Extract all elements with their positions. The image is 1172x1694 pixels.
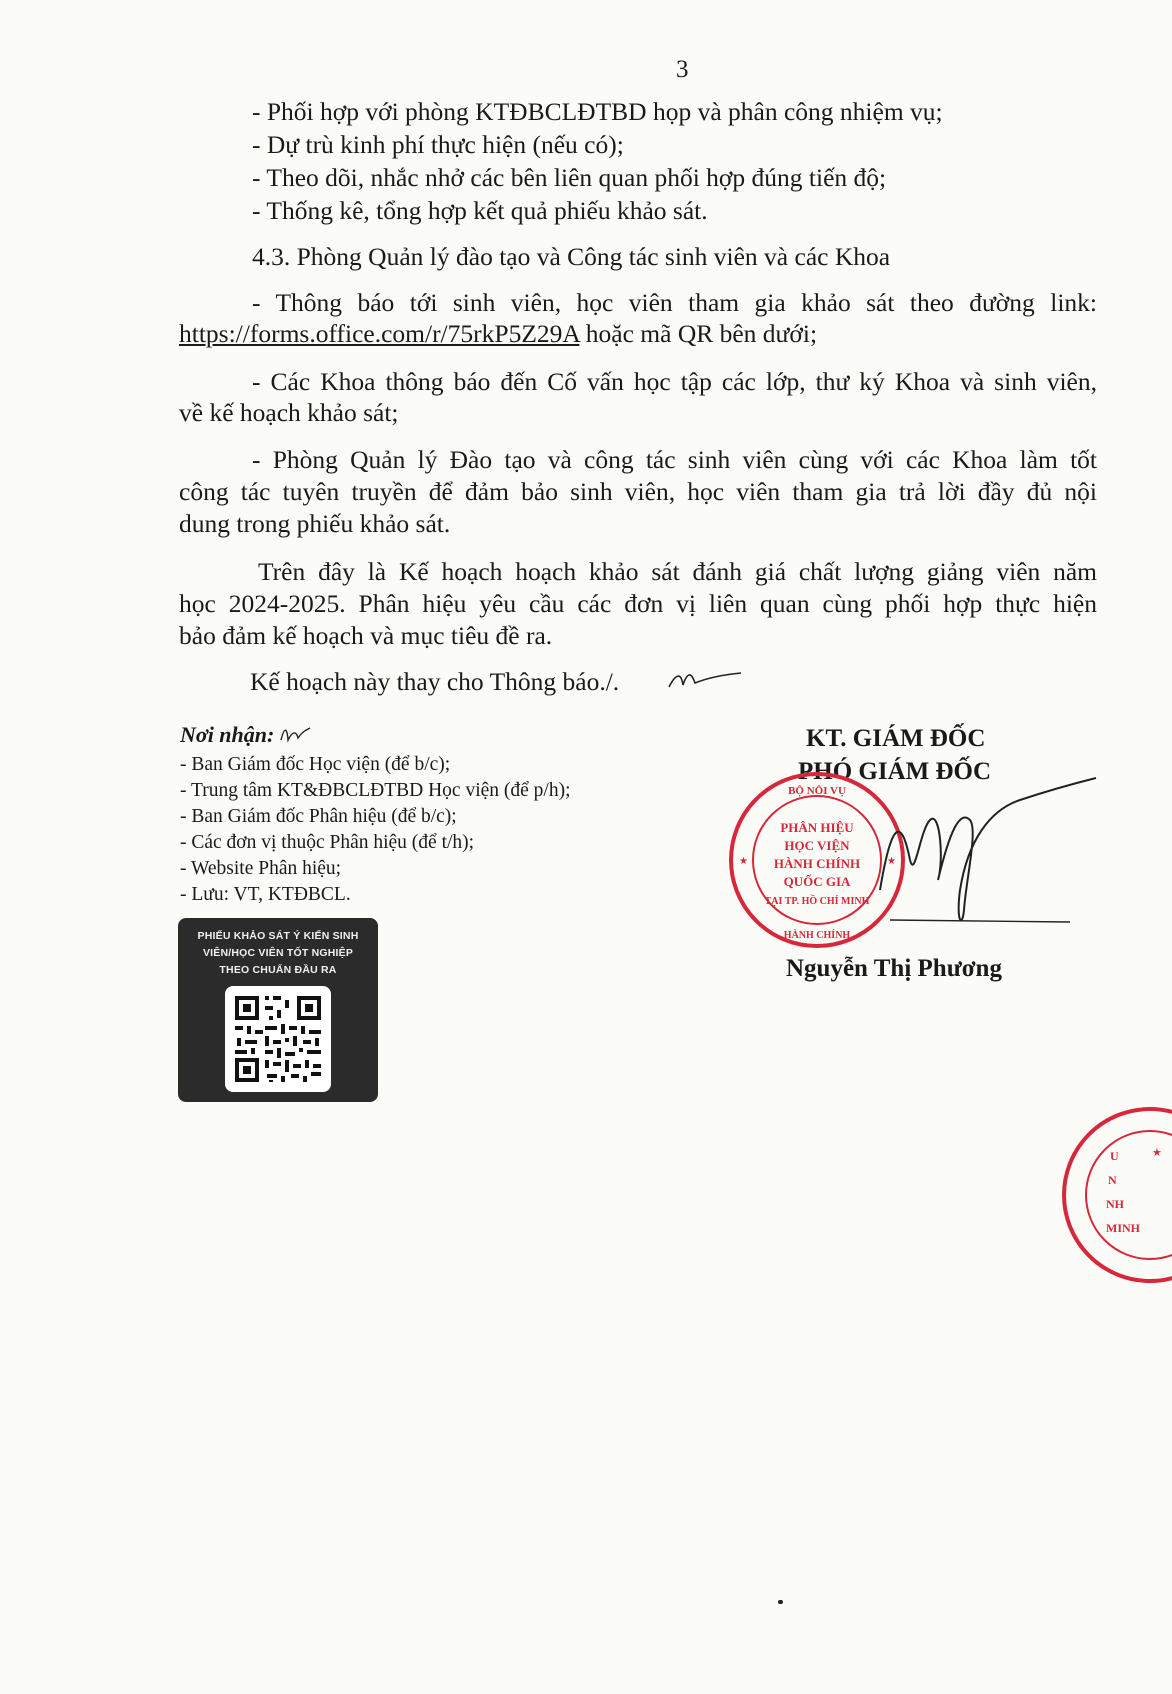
seal-line: PHÂN HIỆU — [780, 820, 854, 835]
para2-line1: - Các Khoa thông báo đến Cố vấn học tập các lớp, thư ký Khoa và sinh viên, — [252, 367, 1097, 396]
qr-code[interactable] — [225, 986, 331, 1092]
seal-line: QUỐC GIA — [783, 874, 851, 889]
recipient-item: - Ban Giám đốc Học viện (để b/c); — [180, 754, 451, 775]
svg-text:NH: NH — [1106, 1197, 1124, 1211]
svg-text:★: ★ — [739, 856, 748, 867]
bullet-2: - Dự trù kinh phí thực hiện (nếu có); — [252, 130, 624, 159]
svg-text:HÀNH CHÍNH: HÀNH CHÍNH — [783, 930, 851, 941]
signature-title-1: KT. GIÁM ĐỐC — [806, 725, 986, 752]
para3-line1: - Phòng Quản lý Đào tạo và công tác sinh viên cùng với các Khoa làm tốt — [252, 445, 1097, 474]
svg-text:N: N — [1108, 1173, 1117, 1187]
seal-line: HỌC VIỆN — [784, 838, 850, 853]
seal-line: TẠI TP. HỒ CHÍ MINH — [764, 896, 870, 907]
para1-after-link: hoặc mã QR bên dưới; — [579, 319, 818, 348]
para2-line2: về kế hoạch khảo sát; — [179, 398, 399, 427]
recipient-item: - Ban Giám đốc Phân hiệu (để b/c); — [180, 806, 457, 827]
svg-text:BỘ NỘI VỤ: BỘ NỘI VỤ — [788, 785, 846, 797]
signature-title-2: PHÓ GIÁM ĐỐC — [798, 758, 992, 785]
bullet-1: - Phối hợp với phòng KTĐBCLĐTBD họp và phân công nhiệm vụ; — [252, 97, 943, 126]
para5: Kế hoạch này thay cho Thông báo./. — [250, 667, 620, 696]
section-4-3-heading: 4.3. Phòng Quản lý đào tạo và Công tác sinh viên và các Khoa — [252, 242, 891, 271]
para4-line3: bảo đảm kế hoạch và mục tiêu đề ra. — [179, 621, 553, 650]
handwritten-signature-icon — [860, 770, 1100, 950]
bullet-3: - Theo dõi, nhắc nhở các bên liên quan phối hợp đúng tiến độ; — [252, 163, 887, 192]
para1-line2 — [179, 318, 817, 349]
qr-caption-line: THEO CHUẨN ĐẦU RA — [219, 964, 337, 976]
para4-line2: học 2024-2025. Phân hiệu yêu cầu các đơn vị liên quan cùng phối hợp thực hiện — [179, 589, 1097, 618]
recipient-item: - Các đơn vị thuộc Phân hiệu (để t/h); — [180, 832, 475, 853]
svg-text:★: ★ — [1152, 1147, 1162, 1159]
signer-name: Nguyễn Thị Phương — [786, 955, 1002, 982]
qr-caption-line: VIÊN/HỌC VIÊN TỐT NGHIỆP — [202, 947, 354, 959]
recipient-item: - Lưu: VT, KTĐBCL. — [180, 884, 351, 905]
initial-mark-icon — [665, 665, 745, 695]
qr-card — [178, 918, 378, 1102]
svg-text:★: ★ — [887, 856, 896, 867]
qr-caption-line: PHIẾU KHẢO SÁT Ý KIẾN SINH — [197, 930, 359, 942]
para1-line1: - Thông báo tới sinh viên, học viên tham gia khảo sát theo đường link: — [252, 288, 1097, 317]
para3-line2: công tác tuyên truyền để đảm bảo sinh viên, học viên tham gia trả lời đầy đủ nội — [179, 477, 1097, 506]
recipients-title: Nơi nhận: — [180, 722, 275, 747]
page-number: 3 — [676, 56, 689, 83]
survey-link[interactable]: https://forms.office.com/r/75rkP5Z29A — [179, 319, 580, 348]
partial-seal-icon — [1040, 1100, 1172, 1290]
para4-line1: Trên đây là Kế hoạch hoạch khảo sát đánh giá chất lượng giảng viên năm — [258, 557, 1097, 586]
initial-mark-icon — [278, 722, 312, 746]
svg-text:MINH: MINH — [1106, 1221, 1140, 1235]
para3-line3: dung trong phiếu khảo sát. — [179, 509, 451, 538]
svg-text:U: U — [1110, 1149, 1119, 1163]
recipient-item: - Website Phân hiệu; — [180, 858, 342, 879]
bullet-4: - Thống kê, tổng hợp kết quả phiếu khảo sát. — [252, 196, 708, 225]
qr-code-icon — [225, 986, 331, 1092]
speck — [778, 1600, 783, 1604]
seal-line: HÀNH CHÍNH — [773, 856, 861, 871]
recipient-item: - Trung tâm KT&ĐBCLĐTBD Học viện (để p/h); — [180, 780, 571, 801]
